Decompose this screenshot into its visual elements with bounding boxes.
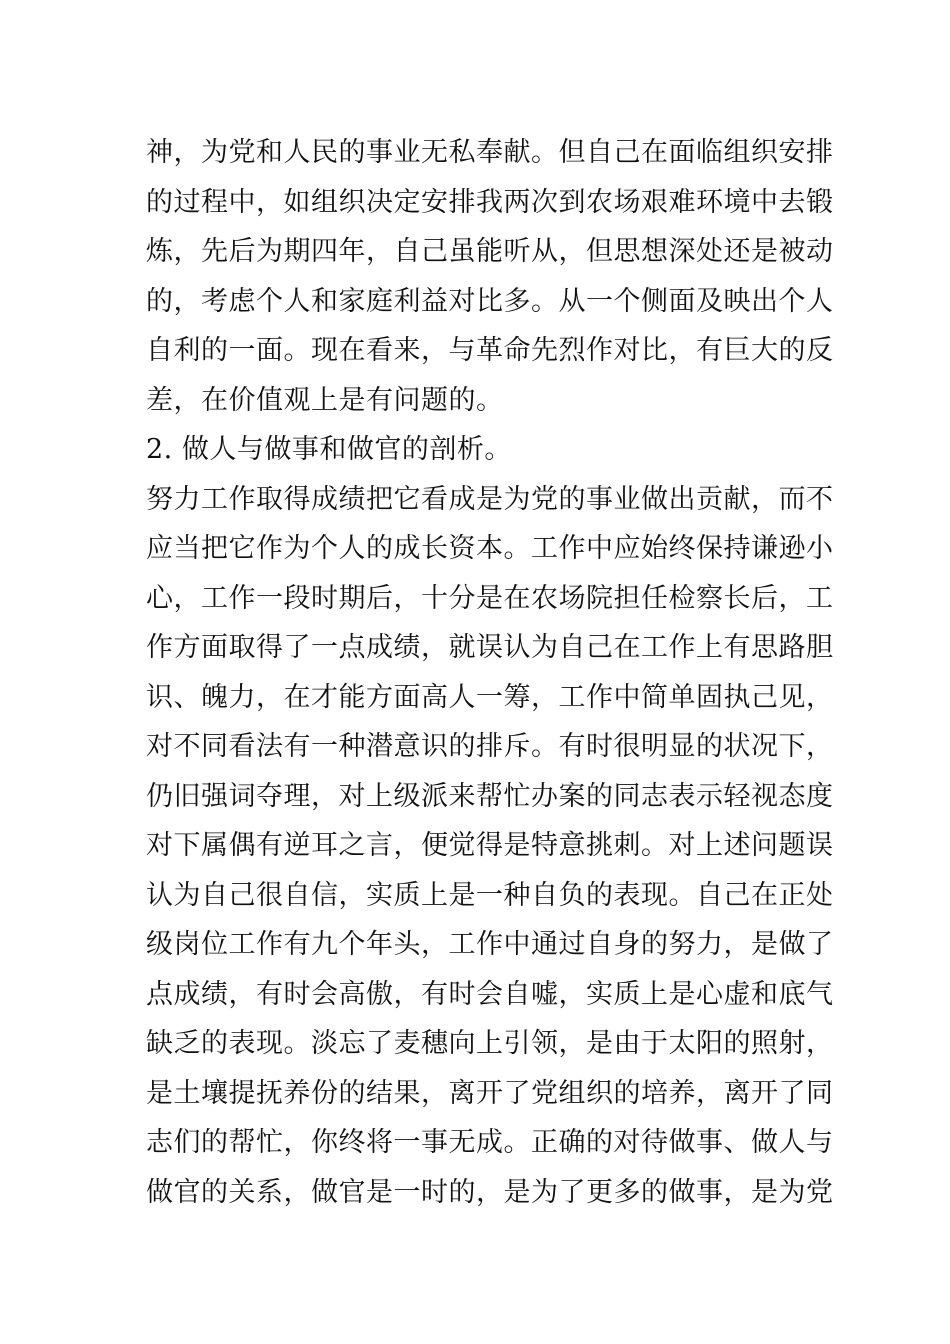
text-line: 炼，先后为期四年，自己虽能听从，但思想深处还是被动 bbox=[146, 236, 834, 267]
text-line: 对下属偶有逆耳之言，便觉得是特意挑刺。对上述问题误 bbox=[146, 830, 834, 861]
text-line: 努力工作取得成绩把它看成是为党的事业做出贡献，而不 bbox=[146, 483, 834, 515]
text-line: 点成绩，有时会高傲，有时会自嘘，实质上是心虚和底气 bbox=[146, 978, 834, 1010]
paragraph-3 bbox=[146, 475, 834, 1218]
text-line: 心，工作一段时期后，十分是在农场院担任检察长后，工 bbox=[146, 582, 834, 614]
text-line: 应当把它作为个人的成长资本。工作中应始终保持谦逊小 bbox=[146, 533, 834, 564]
text-line: 识、魄力，在才能方面高人一筹，工作中简单固执己见， bbox=[146, 681, 834, 713]
text-line: 认为自己很自信，实质上是一种自负的表现。自己在正处 bbox=[146, 879, 834, 911]
paragraph-1 bbox=[146, 128, 834, 425]
text-line: 的过程中，如组织决定安排我两次到农场艰难环境中去锻 bbox=[146, 186, 834, 218]
text-line: 作方面取得了一点成绩，就误认为自己在工作上有思路胆 bbox=[146, 632, 834, 663]
section-heading: 2. 做人与做事和做官的剖析。 bbox=[146, 434, 512, 465]
text-line: 神，为党和人民的事业无私奉献。但自己在面临组织安排 bbox=[146, 137, 834, 168]
document-body bbox=[146, 128, 834, 1217]
text-line: 做官的关系，做官是一时的，是为了更多的做事，是为党 bbox=[146, 1176, 834, 1208]
text-line: 对不同看法有一种潜意识的排斥。有时很明显的状况下， bbox=[146, 731, 834, 762]
section-heading-2 bbox=[146, 425, 816, 475]
text-line: 级岗位工作有九个年头，工作中通过自身的努力，是做了 bbox=[146, 929, 834, 960]
text-line: 差，在价值观上是有问题的。 bbox=[146, 384, 504, 416]
text-line: 自利的一面。现在看来，与革命先烈作对比，有巨大的反 bbox=[146, 335, 834, 366]
text-line: 的，考虑个人和家庭利益对比多。从一个侧面及映出个人 bbox=[146, 285, 834, 317]
text-line: 是土壤提抚养份的结果，离开了党组织的培养，离开了同 bbox=[146, 1077, 834, 1109]
text-line: 仍旧强词夺理，对上级派来帮忙办案的同志表示轻视态度 bbox=[146, 780, 834, 812]
text-line: 志们的帮忙，你终将一事无成。正确的对待做事、做人与 bbox=[146, 1127, 834, 1158]
text-line: 缺乏的表现。淡忘了麦穗向上引领，是由于太阳的照射， bbox=[146, 1028, 834, 1059]
